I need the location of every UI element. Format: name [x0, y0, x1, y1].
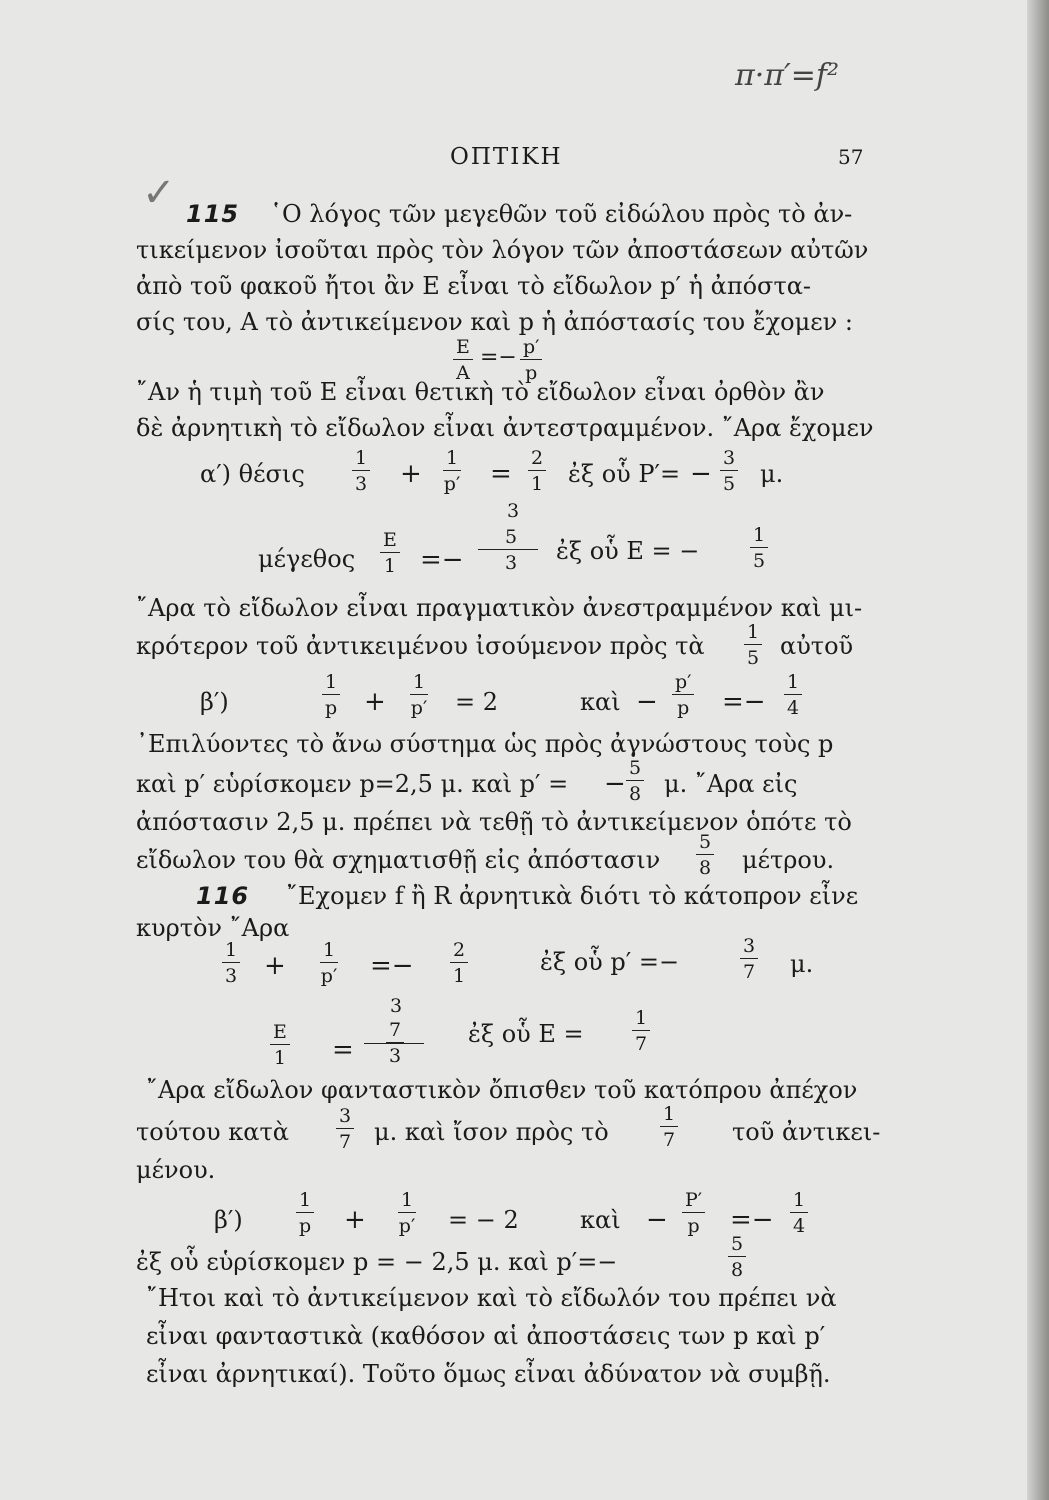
problem-number-116: 116: [196, 882, 250, 910]
fraction: $\frac{1}{p}$: [322, 672, 340, 718]
text-line: κυρτὸν ῎Αρα: [136, 914, 290, 942]
text-line: ῎Αρα εἴδωλον φανταστικὸν ὄπισθεν τοῦ κατόπρου ἀπέχον: [146, 1076, 858, 1104]
page-title: ΟΠΤΙΚΗ: [450, 144, 563, 170]
fraction: $\frac{3}{7}$: [740, 936, 758, 982]
text-line: μ. καὶ ἴσον πρὸς τὸ: [374, 1118, 609, 1146]
fraction: $\frac{E}{A}$: [453, 337, 473, 383]
numerator: 3: [390, 995, 403, 1017]
fraction: $\frac{1}{7}$: [632, 1008, 650, 1054]
fraction: $\frac{5}{8}$: [728, 1234, 746, 1280]
fraction: $\frac{E}{1}$: [270, 1022, 290, 1068]
text-line: κρότερον τοῦ ἀντικειμένου ἰσούμενον πρὸς τὰ: [136, 632, 705, 660]
fraction: $\frac{P'}{p}$: [682, 1190, 705, 1236]
fraction: $\frac{E}{1}$: [380, 530, 400, 576]
page-edge-shadow: [1027, 0, 1049, 1500]
fraction: $\frac{5}{8}$: [626, 758, 644, 804]
text-line: ῎Εχομεν f ἢ R ἀρνητικὰ διότι τὸ κάτοπρον εἶνε: [286, 882, 859, 910]
fraction: $\frac{1}{4}$: [784, 672, 802, 718]
math-text: ἐξ οὗ E =: [468, 1020, 584, 1048]
case-b-label: β′): [214, 1206, 243, 1234]
text-line: μέτρου.: [742, 846, 835, 874]
fraction: $\frac{2}{1}$: [528, 448, 546, 494]
numerator: 3: [507, 500, 520, 522]
math-text: καὶ: [580, 688, 621, 716]
fraction: $\frac{1}{3}$: [222, 940, 240, 986]
fraction: $\frac{1}{7}$: [660, 1104, 678, 1150]
math-text: = − 2: [448, 1206, 519, 1234]
fraction: $\frac{3}{5}$: [720, 448, 738, 494]
text-line: ἐξ οὗ εὑρίσκομεν p = − 2,5 μ. καὶ p′=−: [136, 1248, 618, 1276]
fraction: $\frac{1}{p'}$: [443, 447, 461, 495]
text-line: δὲ ἀρνητικὴ τὸ εἴδωλον εἶναι ἀντεστραμμένον. ῎Αρα ἔχομεν: [136, 414, 874, 442]
check-mark-icon: ✓: [142, 170, 176, 216]
text-line: εἴδωλον του θὰ σχηματισθῇ εἰς ἀπόστασιν: [136, 846, 661, 874]
text-line: ἀπὸ τοῦ φακοῦ ἤτοι ἂν E εἶναι τὸ εἴδωλον p′ ἡ ἀπόστα-: [136, 272, 812, 300]
text-line: τικείμενον ἰσοῦται πρὸς τὸν λόγον τῶν ἀποστάσεων αὐτῶν: [136, 236, 869, 264]
problem-number-115: 115: [186, 200, 240, 228]
fraction: $\frac{p'}{p}$: [672, 672, 694, 718]
fraction: $\frac{7}{3}$: [386, 1020, 404, 1066]
math-text: ἐξ οὗ P′=: [568, 460, 681, 488]
text-line: ἀπόστασιν 2,5 μ. πρέπει νὰ τεθῇ τὸ ἀντικείμενον ὁπότε τὸ: [136, 808, 852, 836]
unit: μ.: [760, 460, 784, 488]
operator: =−: [480, 345, 517, 370]
operator: =−: [370, 951, 414, 981]
case-b-label: β′): [200, 688, 229, 716]
text-line: τούτου κατὰ: [136, 1118, 289, 1146]
fraction: $\frac{3}{7}$: [336, 1106, 354, 1152]
text-line: σίς του, A τὸ ἀντικείμενον καὶ p ἡ ἀπόστασίς του ἔχομεν :: [136, 308, 853, 336]
fraction: $\frac{p'}{p}$: [520, 337, 542, 383]
text-line: ῾Ο λόγος τῶν μεγεθῶν τοῦ εἰδώλου πρὸς τὸ ἀν-: [270, 200, 853, 228]
text-line: ῎Αν ἡ τιμὴ τοῦ E εἶναι θετικὴ τὸ εἴδωλον εἶναι ὀρθὸν ἂν: [136, 378, 825, 406]
text-line: ῎Ητοι καὶ τὸ ἀντικείμενον καὶ τὸ εἴδωλόν του πρέπει νὰ: [146, 1284, 837, 1312]
text-line: μ. ῎Αρα εἰς: [664, 770, 798, 798]
fraction: $\frac{2}{1}$: [450, 940, 468, 986]
fraction: $\frac{1}{4}$: [790, 1190, 808, 1236]
fraction: $\frac{1}{5}$: [750, 525, 768, 571]
megethos-label: μέγεθος: [258, 545, 356, 573]
fraction: $\frac{1}{p}$: [296, 1190, 314, 1236]
fraction: $\frac{1}{p'}$: [410, 671, 428, 719]
math-text: = 2: [455, 688, 499, 716]
unit: μ.: [790, 950, 814, 978]
text-line: μένου.: [136, 1156, 216, 1184]
fraction: $\frac{1}{3}$: [352, 448, 370, 494]
book-page: π·π′=f² ΟΠΤΙΚΗ 57 ✓ 115 ῾Ο λόγος τῶν μεγεθῶν τοῦ εἰδώλου πρὸς τὸ ἀν- τικείμενον ἰσοῦται πρὸς τὸν λόγον τῶν ἀποστάσεων αὐτῶν ἀπὸ τοῦ φακοῦ ἤτοι ἂν E εἶναι τὸ εἴδωλον p′ ἡ ἀπόστα- σίς του, A τὸ ἀντικείμενον καὶ p ἡ ἀπόστασίς του ἔχομεν : $\frac{E}{A}$ =− $\frac{p'}{p}$ ῎Αν ἡ τιμὴ τοῦ E εἶναι θετικὴ τὸ εἴδωλον εἶναι ὀρθὸν ἂν δὲ ἀρνητικὴ τὸ εἴδωλον εἶναι ἀντεστραμμένον. ῎Αρα ἔχομεν α′) θέσις $\frac{1}{3}$ + $\frac{1}{p'}$ = $\frac{2}{1}$ ἐξ οὗ P′= − $\frac{3}{5}$ μ. μέγεθος $\frac{E}{1}$ =− 3 $\frac{5}{3}$ ἐξ οὗ E = − $\frac{1}{5}$ ῎Αρα τὸ εἴδωλον εἶναι πραγματικὸν ἀνεστραμμένον καὶ μι- κρότερον τοῦ ἀντικειμένου ἰσούμενον πρὸς τὰ $\frac{1}{5}$ αὐτοῦ β′) $\frac{1}{p}$ + $\frac{1}{p'}$ = 2 καὶ − $\frac{p'}{p}$ =− $\frac{1}{4}$ ᾿Επιλύοντες τὸ ἄνω σύστημα ὡς πρὸς ἀγνώστους τοὺς p καὶ p′ εὑρίσκομεν p=2,5 μ. καὶ p′ = − $\frac{5}{8}$ μ. ῎Αρα εἰς ἀπόστασιν 2,5 μ. πρέπει νὰ τεθῇ τὸ ἀντικείμενον ὁπότε τὸ εἴδωλον του θὰ σχηματισθῇ εἰς ἀπόστασιν $\frac{5}{8}$ μέτρου. 116 ῎Εχομεν f ἢ R ἀρνητικὰ διότι τὸ κάτοπρον εἶνε κυρτὸν ῎Αρα $\frac{1}{3}$ + $\frac{1}{p'}$ =− $\frac{2}{1}$ ἐξ οὗ p′ =− $\frac{3}{7}$ μ. $\frac{E}{1}$ = 3 $\frac{7}{3}$ ἐξ οὗ E = $\frac{1}{7}$ ῎Αρα εἴδωλον φανταστικὸν ὄπισθεν τοῦ κατόπρου ἀπέχον τούτου κατὰ $\frac{3}{7}$ μ. καὶ ἴσον πρὸς τὸ $\frac{1}{7}$ τοῦ ἀντικει- μένου. β′) $\frac{1}{p}$ + $\frac{1}{p'}$ = − 2 καὶ − $\frac{P'}{p}$ =− $\frac{1}{4}$ ἐξ οὗ εὑρίσκομεν p = − 2,5 μ. καὶ p′=− $\frac{5}{8}$ ῎Ητοι καὶ τὸ ἀντικείμενον καὶ τὸ εἴδωλόν του πρέπει νὰ εἶναι φανταστικὰ (καθόσον αἱ ἀποστάσεις των p καὶ p′ εἶναι ἀρνητικαί). Τοῦτο ὅμως εἶναι ἀδύνατον νὰ συμβῇ.: [0, 0, 1049, 1500]
fraction: $\frac{1}{p'}$: [320, 939, 338, 987]
math-text: καὶ: [580, 1206, 621, 1234]
page-number: 57: [838, 145, 864, 169]
math-text: ἐξ οὗ p′ =−: [540, 948, 680, 976]
operator: =: [332, 1035, 354, 1065]
fraction: $\frac{1}{5}$: [744, 622, 762, 668]
text-line: καὶ p′ εὑρίσκομεν p=2,5 μ. καὶ p′ =: [136, 770, 569, 798]
text-line: ᾿Επιλύοντες τὸ ἄνω σύστημα ὡς πρὸς ἀγνώστους τοὺς p: [136, 730, 834, 758]
case-a-label: α′) θέσις: [200, 460, 305, 488]
text-line: τοῦ ἀντικει-: [732, 1118, 881, 1146]
text-line: εἶναι ἀρνητικαί). Τοῦτο ὅμως εἶναι ἀδύνατον νὰ συμβῇ.: [146, 1360, 831, 1388]
text-line: ῎Αρα τὸ εἴδωλον εἶναι πραγματικὸν ἀνεστραμμένον καὶ μι-: [136, 594, 863, 622]
text-line: αὐτοῦ: [780, 632, 854, 660]
fraction: $\frac{5}{8}$: [696, 832, 714, 878]
text-line: εἶναι φανταστικὰ (καθόσον αἱ ἀποστάσεις των p καὶ p′: [146, 1322, 826, 1350]
math-text: ἐξ οὗ E = −: [556, 537, 700, 565]
handwritten-note: π·π′=f²: [735, 58, 840, 93]
fraction: $\frac{5}{3}$: [502, 527, 520, 573]
fraction: $\frac{1}{p'}$: [398, 1189, 416, 1237]
